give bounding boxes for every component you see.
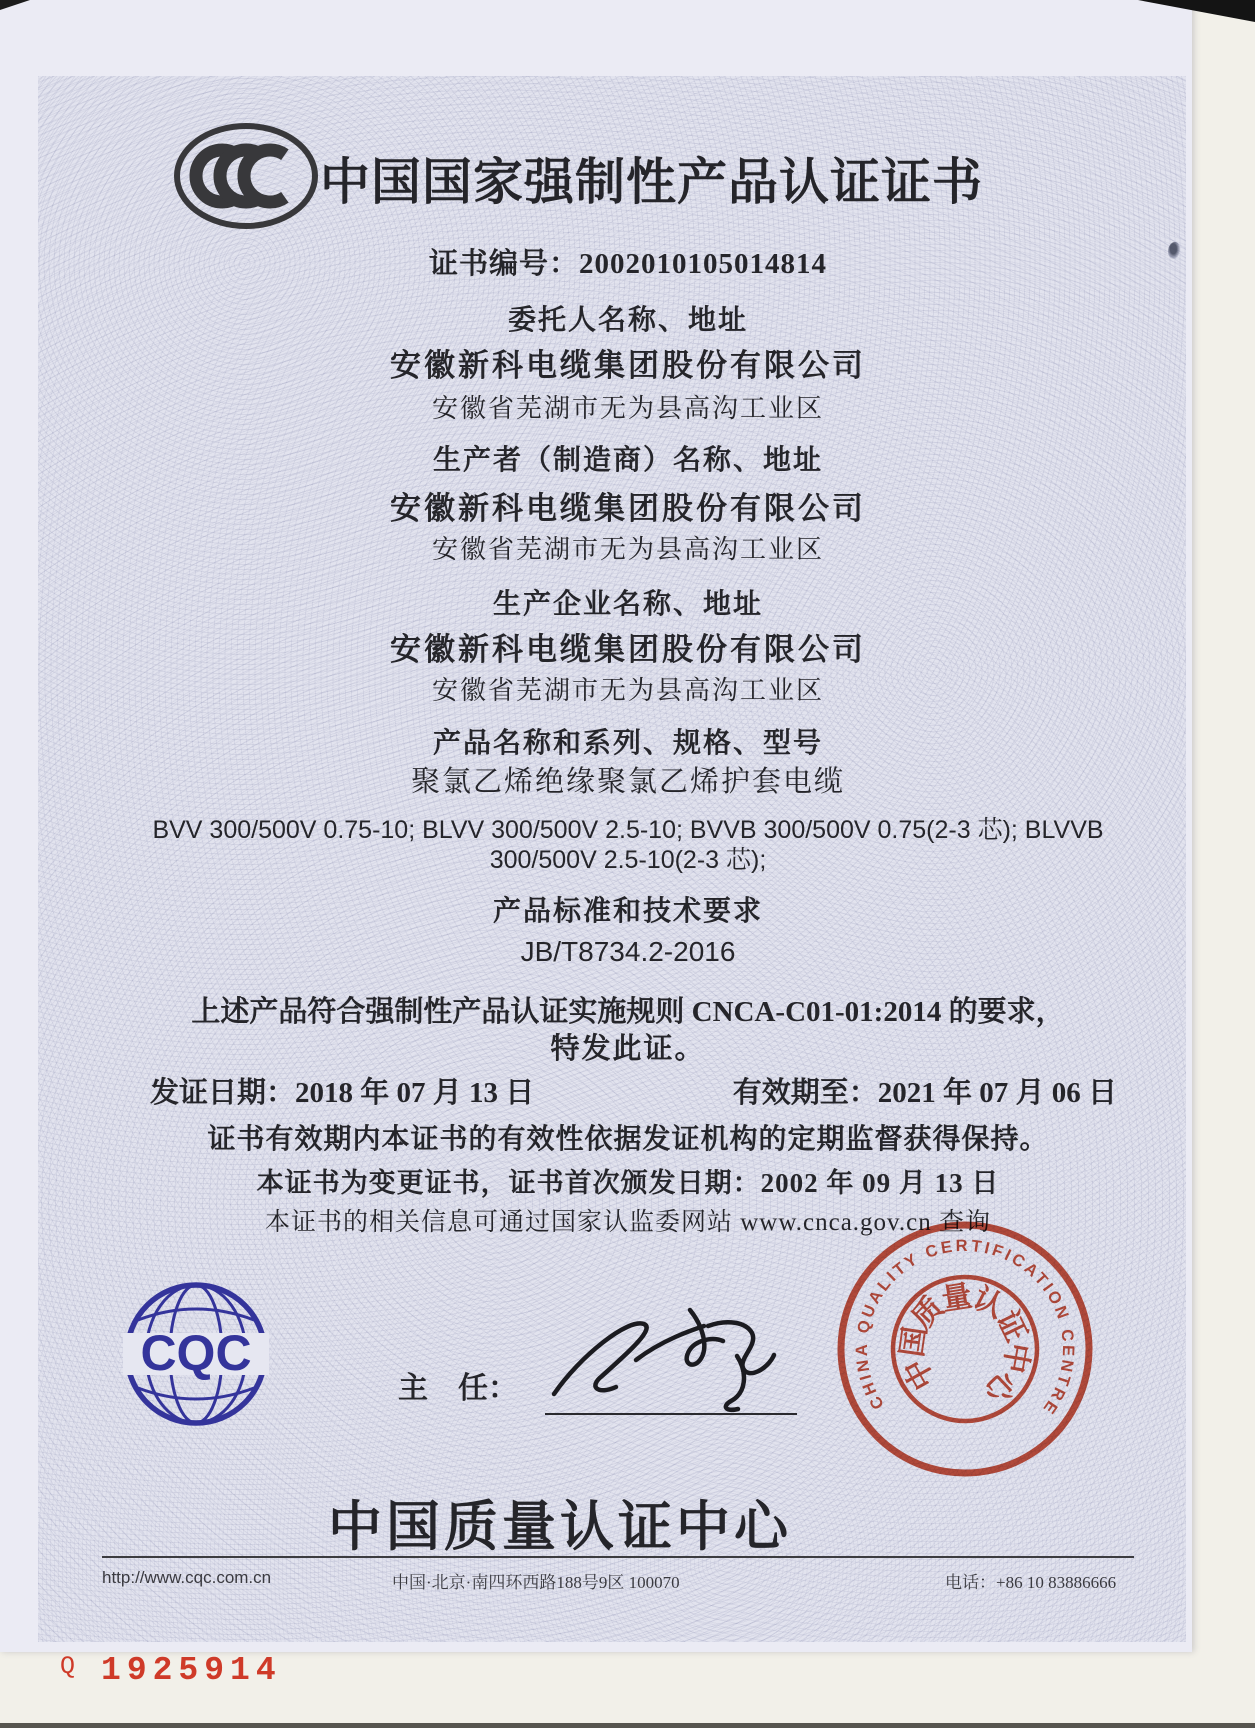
section-heading-applicant: 委托人名称、地址 [507, 305, 748, 336]
factory-name: 安徽新科电缆集团股份有限公司 [390, 632, 866, 667]
stamp-text-cn-char: 国 [895, 1324, 933, 1359]
standard-number: JB/T8734.2-2016 [520, 936, 736, 967]
director-label: 主 任： [398, 1372, 518, 1405]
footer-phone: 电话：+86 10 83886666 [945, 1573, 1117, 1592]
serial-number-row [60, 1652, 282, 1689]
product-models-line2: 300/500V 2.5-10(2-3 芯); [489, 846, 767, 874]
dates-row [150, 1070, 1117, 1111]
serial-number: 1925914 [101, 1652, 282, 1689]
stamp-text-cn-char: 证 [989, 1305, 1033, 1348]
section-heading-factory: 生产企业名称、地址 [492, 589, 763, 620]
applicant-name: 安徽新科电缆集团股份有限公司 [390, 348, 866, 383]
certificate-title: 中国国家强制性产品认证证书 [320, 154, 983, 210]
scan-bottom-edge [0, 1723, 1255, 1728]
org-stamp-icon [833, 1217, 1097, 1481]
org-name: 中国质量认证中心 [328, 1497, 792, 1557]
stamp-text-en: CHINA QUALITY CERTIFICATION CENTRE [852, 1236, 1078, 1420]
stamp-text-cn-char: 中 [996, 1340, 1035, 1376]
section-heading-manufacturer: 生产者（制造商）名称、地址 [432, 445, 823, 476]
section-heading-product: 产品名称和系列、规格、型号 [432, 728, 823, 759]
stamp-text-cn-char: 量 [939, 1279, 975, 1317]
cqc-logo-text: CQC [140, 1325, 252, 1381]
statement-line2: 特发此证。 [550, 1033, 706, 1065]
statement-line1: 上述产品符合强制性产品认证实施规则 CNCA-C01-01:2014 的要求， [191, 996, 1065, 1028]
validity-note: 证书有效期内本证书的有效性依据发证机构的定期监督获得保持。 [207, 1124, 1049, 1155]
cqc-logo-icon [118, 1278, 274, 1434]
change-note: 本证书为变更证书，证书首次颁发日期：2002 年 09 月 13 日 [256, 1168, 1000, 1198]
product-models-line1: BVV 300/500V 0.75-10; BLVV 300/500V 2.5-10; BVVB 300/500V 0.75(2-3 芯); BLVVB [152, 816, 1104, 844]
certificate-number: 证书编号：2002010105014814 [428, 248, 827, 280]
manufacturer-name: 安徽新科电缆集团股份有限公司 [390, 491, 866, 526]
section-heading-standard: 产品标准和技术要求 [492, 896, 763, 927]
applicant-address: 安徽省芜湖市无为县高沟工业区 [431, 394, 824, 423]
stamp-text-cn-char: 认 [967, 1281, 1010, 1325]
stamp-text-cn-char: 心 [977, 1364, 1023, 1409]
footer-divider [102, 1556, 1134, 1558]
issue-date: 发证日期：2018 年 07 月 13 日 [150, 1077, 535, 1109]
factory-address: 安徽省芜湖市无为县高沟工业区 [431, 676, 824, 705]
stamp-text-cn-char: 质 [905, 1290, 951, 1336]
stamp-text-cn-char: 中 [898, 1352, 942, 1396]
footer-address: 中国·北京·南四环西路188号9区 100070 [392, 1573, 680, 1592]
serial-prefix: Q [60, 1652, 76, 1681]
info-note: 本证书的相关信息可通过国家认监委网站 www.cnca.gov.cn 查询 [264, 1209, 992, 1236]
manufacturer-address: 安徽省芜湖市无为县高沟工业区 [431, 535, 824, 564]
ccc-logo-icon [172, 122, 320, 230]
product-name: 聚氯乙烯绝缘聚氯乙烯护套电缆 [410, 766, 845, 798]
svg-text:CHINA QUALITY CERTIFICATION CE [842, 1221, 1093, 1443]
valid-until-date: 有效期至：2021 年 07 月 06 日 [732, 1077, 1117, 1109]
signature-icon [540, 1296, 792, 1416]
footer-website: http://www.cqc.com.cn [102, 1568, 272, 1587]
